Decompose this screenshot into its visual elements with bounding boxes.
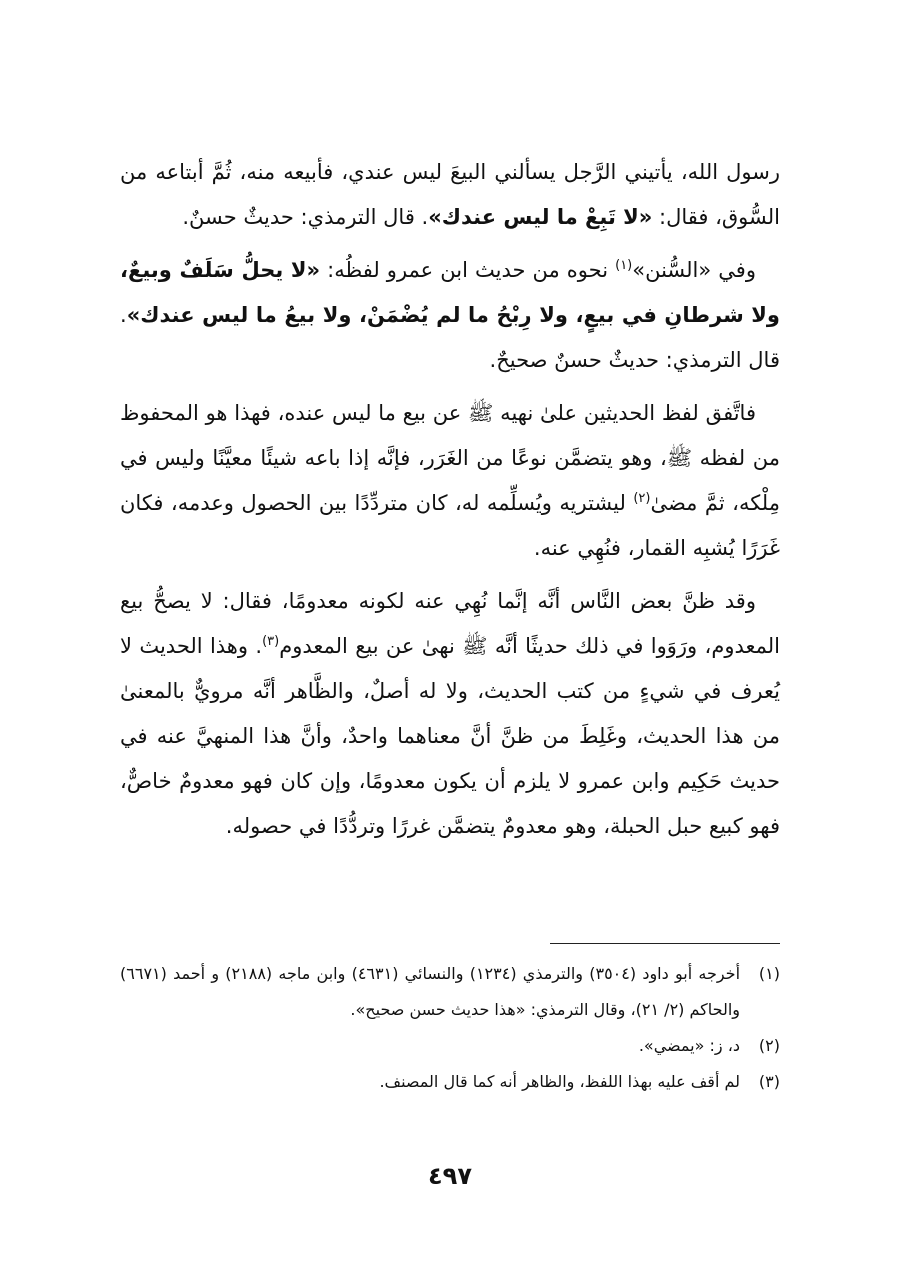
footnote-3-text: لم أقف عليه بهذا اللفظ، والظاهر أنه كما قال المصنف. <box>379 1072 740 1091</box>
hadith-quote-2: «لا يحلُّ سَلَفٌ وبيعٌ، ولا شرطانِ في بيعٍ، ولا رِبْحُ ما لم يُضْمَنْ، ولا بيعُ ما ليس عندك» <box>120 258 780 327</box>
paragraph-3 <box>120 391 780 571</box>
footnote-1-number: (١) <box>758 964 780 983</box>
main-text <box>120 150 780 857</box>
paragraph-1-text-a: رسول الله، يأتيني الرَّجل يسألني البيعَ ليس عندي، فأبيعه منه، ثُمَّ أبتاعه من السُّوق، فقال: <box>120 160 780 229</box>
footnote-3-number: (٣) <box>758 1072 780 1091</box>
paragraph-4-text-a: وقد ظنَّ بعض النَّاس أنَّه إنَّما نُهِي عنه لكونه معدومًا، فقال: لا يصحُّ بيع المعدوم، ورَوَوا في ذلك حديثًا أنَّه ﷺ نهىٰ عن بيع المعدوم <box>120 589 780 658</box>
paragraph-3-text-a: فاتَّفق لفظ الحديثين علىٰ نهيه ﷺ عن بيع ما ليس عنده، فهذا هو المحفوظ من لفظه ﷺ، وهو يتضمَّن نوعًا من الغَرَر، فإنَّه إذا باعه شيئًا معيَّنًا وليس في مِلْكه، ثمَّ مضىٰ <box>120 401 780 515</box>
footnote-2-text: د، ز: «يمضي». <box>638 1036 740 1055</box>
paragraph-4-text-b: . وهذا الحديث لا يُعرف في شيءٍ من كتب الحديث، ولا له أصلٌ، والظَّاهر أنَّه مرويٌّ بالمعنىٰ من هذا الحديث، وغَلِطَ من ظنَّ أنَّ معناهما واحدٌ، وأنَّ هذا المنهيَّ عنه في حديث حَكِيم وابن عمرو لا يلزم أن يكون معدومًا، وإن كان فهو معدومٌ خاصٌّ، فهو كبيع حبل الحبلة، وهو معدومٌ يتضمَّن غررًا وتردُّدًا في حصوله. <box>120 634 780 838</box>
paragraph-4 <box>120 579 780 849</box>
paragraph-2-text-a: وفي «السُّنن» <box>632 258 756 282</box>
hadith-quote-1: «لا تَبِعْ ما ليس عندك» <box>428 205 653 229</box>
paragraph-2-text-b: نحوه من حديث ابن عمرو لفظُه: <box>320 258 616 282</box>
footnote-ref-3[interactable]: (٣) <box>262 634 280 649</box>
paragraph-2 <box>120 248 780 383</box>
footnote-divider <box>550 943 780 944</box>
footnote-1 <box>120 956 780 1028</box>
paragraph-1-text-c: . قال الترمذي: حديثٌ حسنٌ. <box>182 205 429 229</box>
page-number: ٤٩٧ <box>428 1162 472 1190</box>
footnote-3 <box>120 1064 780 1100</box>
footnote-ref-1[interactable]: (١) <box>615 258 633 273</box>
paragraph-1 <box>120 150 780 240</box>
footnote-ref-2[interactable]: (٢) <box>633 491 651 506</box>
footnote-2-number: (٢) <box>758 1036 780 1055</box>
footnote-1-text: أخرجه أبو داود (٣٥٠٤) والترمذي (١٢٣٤) والنسائي (٤٦٣١) وابن ماجه (٢١٨٨) و أحمد (٦٦٧١) والحاكم (٢/ ٢١)، وقال الترمذي: «هذا حديث حسن صحيح». <box>120 964 741 1019</box>
footnote-2 <box>120 1028 780 1064</box>
paragraph-3-text-b: ليشتريه ويُسلِّمه له، كان متردِّدًا بين الحصول وعدمه، فكان غَرَرًا يُشبِه القمار، فنُهِي عنه. <box>120 491 780 560</box>
footnotes <box>120 956 780 1100</box>
paragraph-2-text-d: . قال الترمذي: حديثٌ حسنٌ صحيحٌ. <box>120 303 780 372</box>
